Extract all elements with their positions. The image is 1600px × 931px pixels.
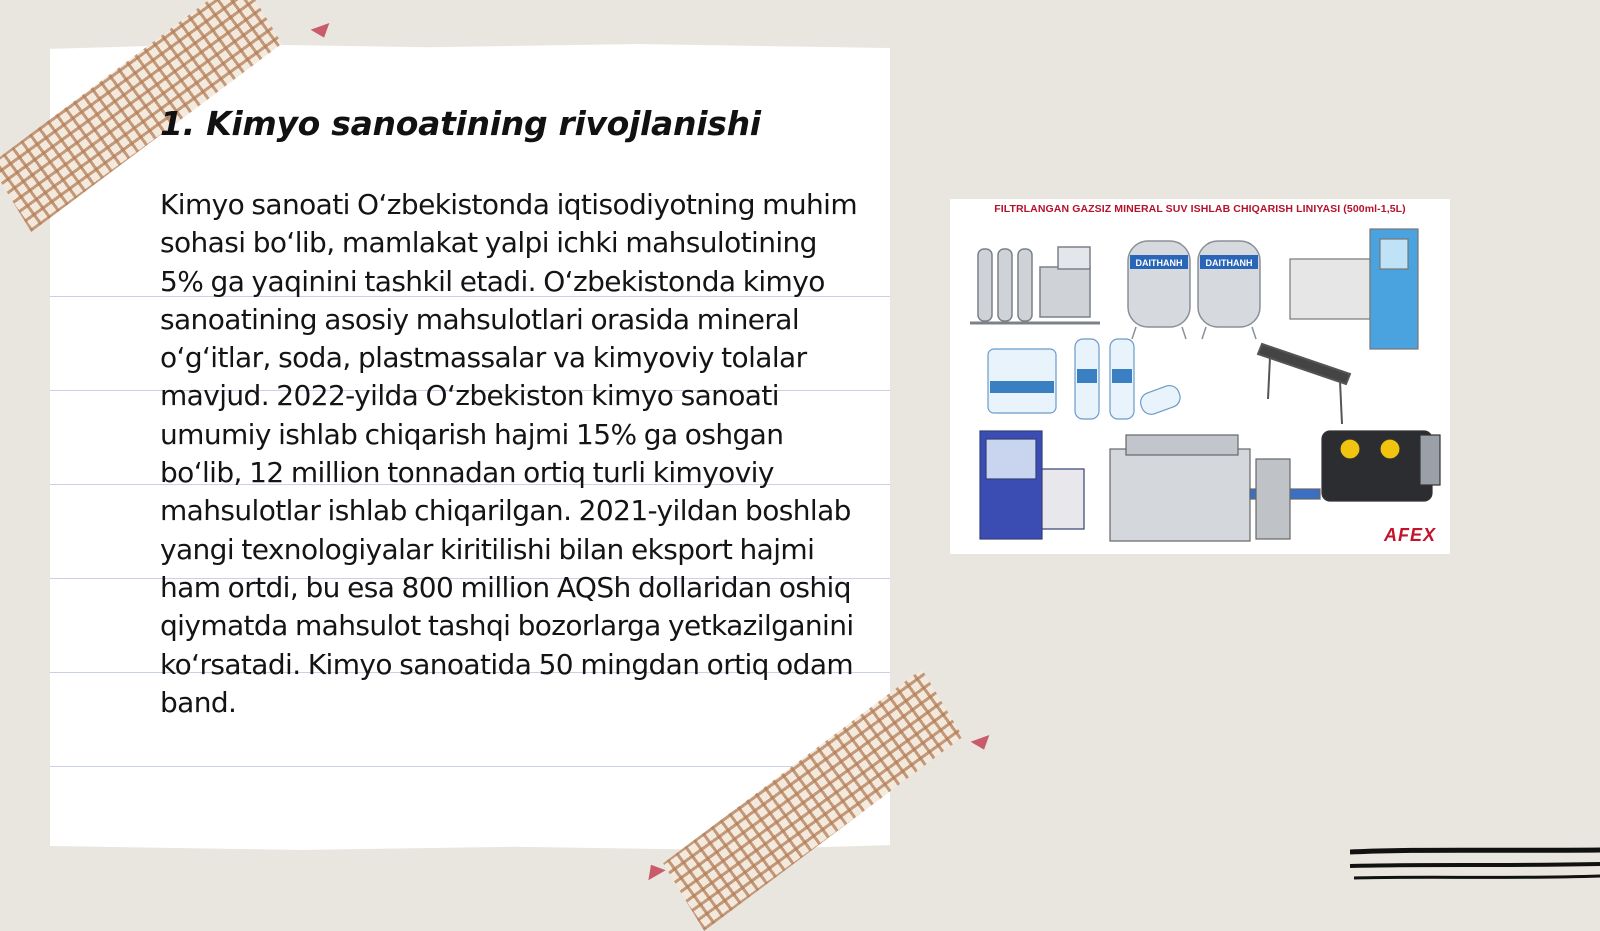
image-caption: FILTRLANGAN GAZSIZ MINERAL SUV ISHLAB CHIQARISH LINIYASI (500ml-1,5L): [994, 203, 1406, 215]
slide-title: 1. Kimyo sanoatining rivojlanishi: [160, 104, 761, 143]
paper-rule-line: [50, 766, 890, 767]
tank-label: DAITHANH: [1205, 258, 1253, 268]
production-line-image: [950, 199, 1450, 554]
tank-label: DAITHANH: [1135, 258, 1183, 268]
tape-end-marker: [311, 23, 334, 41]
brand-logo: AFEX: [1383, 525, 1436, 545]
tape-end-marker: [642, 860, 665, 880]
tape-end-marker: [971, 735, 994, 753]
decorative-scribble-lines: [1350, 846, 1600, 892]
machinery-illustration: [950, 199, 1450, 554]
slide-paragraph: Kimyo sanoati O‘zbekistonda iqtisodiyotning muhim sohasi bo‘lib, mamlakat yalpi ichki mahsulotining 5% ga yaqinini tashkil etadi. O‘zbekistonda kimyo sanoatining asosiy mahsulotlari orasida mineral o‘g‘itlar, soda, plastmassalar va kimyoviy tolalar mavjud. 2022-yilda O‘zbekiston kimyo sanoati umumiy ishlab chiqarish hajmi 15% ga oshgan bo‘lib, 12 million tonnadan ortiq turli kimyoviy mahsulotlar ishlab chiqarilgan. 2021-yildan boshlab yangi texnologiyalar kiritilishi bilan eksport hajmi ham ortdi, bu esa 800 million AQSh dollaridan oshiq qiymatda mahsulot tashqi bozorlarga yetkazilganini ko‘rsatadi. Kimyo sanoatida 50 mingdan ortiq odam band.: [160, 188, 857, 719]
